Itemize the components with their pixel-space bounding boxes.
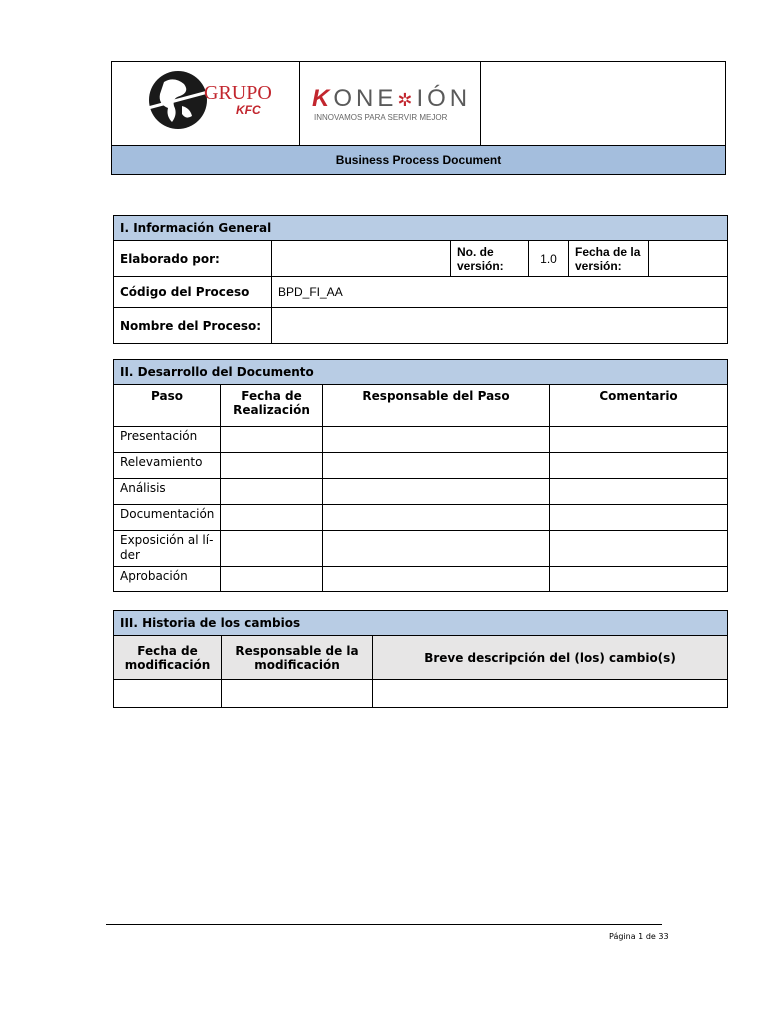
footer-divider bbox=[106, 924, 662, 925]
grupo-text: GRUPO bbox=[204, 82, 272, 104]
section2-heading: II. Desarrollo del Documento bbox=[114, 360, 728, 385]
col-paso: Paso bbox=[114, 385, 221, 427]
header-table bbox=[111, 61, 726, 175]
konexion-mark: ✲ bbox=[397, 90, 417, 110]
version-value[interactable]: 1.0 bbox=[529, 241, 569, 277]
step-cell[interactable] bbox=[323, 453, 550, 479]
informacion-general-table bbox=[113, 215, 728, 344]
elaborado-label: Elaborado por: bbox=[114, 241, 272, 277]
col-descripcion-cambios: Breve descripción del (los) cambio(s) bbox=[373, 636, 728, 680]
codigo-value[interactable]: BPD_FI_AA bbox=[272, 277, 728, 308]
step-row-label: Documentación bbox=[114, 505, 221, 531]
header-blank-cell bbox=[481, 62, 726, 146]
col-fecha-realizacion: Fecha de Realización bbox=[221, 385, 323, 427]
step-cell[interactable] bbox=[323, 427, 550, 453]
grupo-kfc-logo-cell bbox=[112, 62, 300, 146]
change-cell[interactable] bbox=[222, 680, 373, 708]
nombre-field[interactable] bbox=[272, 308, 728, 344]
step-cell[interactable] bbox=[221, 453, 323, 479]
konexion-one: ONE bbox=[333, 85, 398, 112]
konexion-ion: IÓN bbox=[416, 85, 472, 112]
konexion-logo-cell bbox=[300, 62, 481, 146]
step-cell[interactable] bbox=[550, 567, 728, 592]
version-label: No. de versión: bbox=[451, 241, 529, 277]
konexion-logo bbox=[300, 62, 480, 140]
step-cell[interactable] bbox=[550, 531, 728, 567]
step-cell[interactable] bbox=[221, 479, 323, 505]
step-row-label: Presentación bbox=[114, 427, 221, 453]
page-number: Página 1 de 33 bbox=[609, 932, 669, 941]
step-cell[interactable] bbox=[550, 479, 728, 505]
codigo-label: Código del Proceso bbox=[114, 277, 272, 308]
change-cell[interactable] bbox=[114, 680, 222, 708]
col-responsable-modificacion: Responsable de la modificación bbox=[222, 636, 373, 680]
change-cell[interactable] bbox=[373, 680, 728, 708]
step-row-label: Análisis bbox=[114, 479, 221, 505]
nombre-label: Nombre del Proceso: bbox=[114, 308, 272, 344]
step-row-label: Relevamiento bbox=[114, 453, 221, 479]
section3-heading: III. Historia de los cambios bbox=[114, 611, 728, 636]
section1-heading: I. Información General bbox=[114, 216, 728, 241]
konexion-tagline: INNOVAMOS PARA SERVIR MEJOR bbox=[314, 113, 448, 122]
step-cell[interactable] bbox=[323, 505, 550, 531]
fecha-version-field[interactable] bbox=[649, 241, 728, 277]
elaborado-field[interactable] bbox=[272, 241, 451, 277]
step-cell[interactable] bbox=[550, 453, 728, 479]
step-row-label: Aprobación bbox=[114, 567, 221, 592]
konexion-k: K bbox=[312, 85, 334, 112]
desarrollo-table bbox=[113, 359, 728, 592]
fecha-version-label: Fecha de la versión: bbox=[569, 241, 649, 277]
konexion-word bbox=[312, 85, 471, 112]
document-title: Business Process Document bbox=[112, 146, 726, 175]
step-cell[interactable] bbox=[323, 567, 550, 592]
col-fecha-modificacion: Fecha de modificación bbox=[114, 636, 222, 680]
step-cell[interactable] bbox=[221, 505, 323, 531]
step-cell[interactable] bbox=[221, 531, 323, 567]
step-cell[interactable] bbox=[323, 479, 550, 505]
col-comentario: Comentario bbox=[550, 385, 728, 427]
kfc-text: KFC bbox=[236, 103, 261, 117]
step-cell[interactable] bbox=[221, 567, 323, 592]
step-cell[interactable] bbox=[550, 505, 728, 531]
step-row-label: Exposición al lí-der bbox=[114, 531, 221, 567]
step-cell[interactable] bbox=[323, 531, 550, 567]
historia-cambios-table bbox=[113, 610, 728, 708]
grupo-kfc-logo bbox=[112, 62, 299, 140]
step-cell[interactable] bbox=[550, 427, 728, 453]
col-responsable-paso: Responsable del Paso bbox=[323, 385, 550, 427]
step-cell[interactable] bbox=[221, 427, 323, 453]
